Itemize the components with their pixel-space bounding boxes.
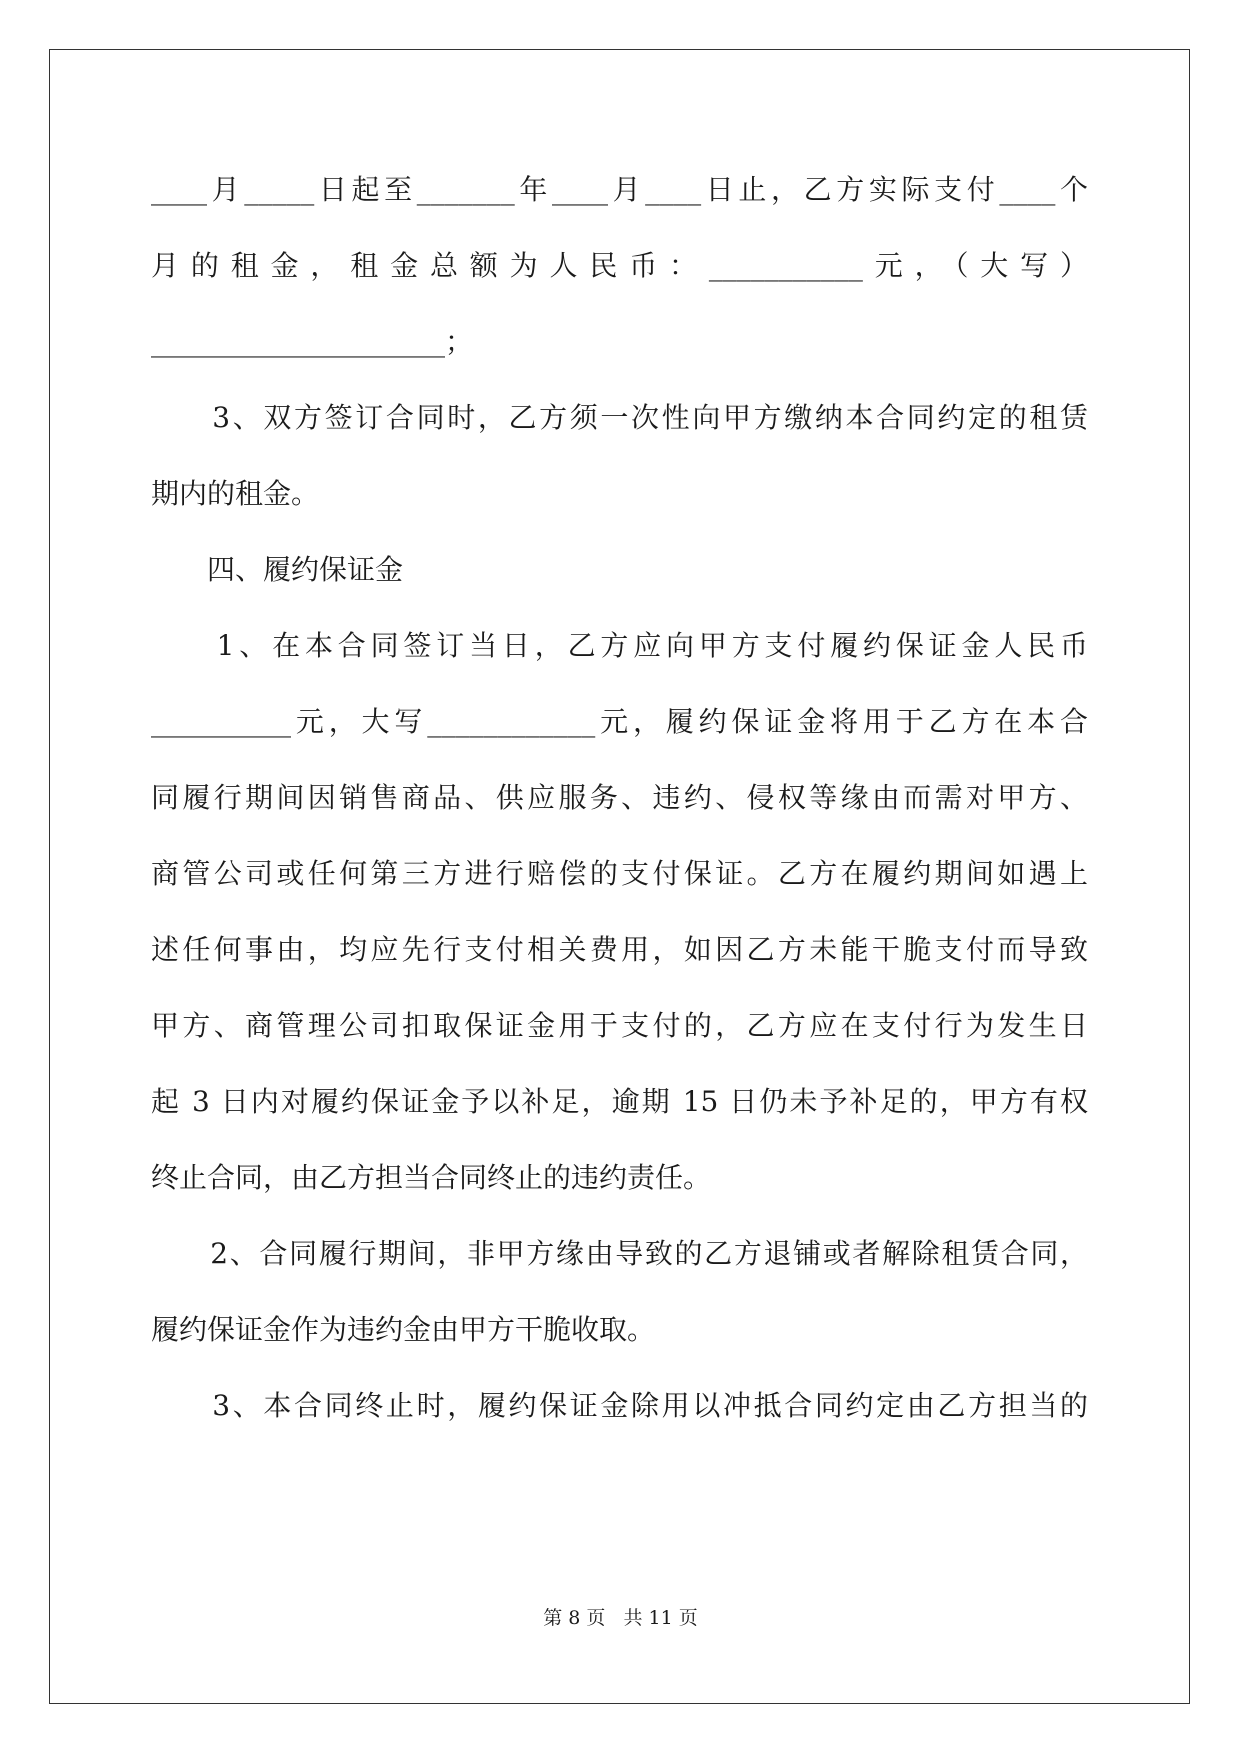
- text-line: 述任何事由，均应先行支付相关费用，如因乙方未能干脆支付而导致: [151, 933, 1088, 966]
- text-line: 月的租金，租金总额为人民币：___________元，（大写）: [151, 249, 1088, 282]
- text-line: __________元，大写____________元，履约保证金将用于乙方在本合: [151, 705, 1088, 738]
- page-footer: [0, 1606, 1241, 1630]
- text-line: ____月_____日起至_______年____月____日止，乙方实际支付____个: [151, 173, 1088, 206]
- text-line: 2、合同履行期间，非甲方缘由导致的乙方退铺或者解除租赁合同，: [151, 1237, 1088, 1270]
- text-line: 终止合同，由乙方担当合同终止的违约责任。: [151, 1161, 712, 1194]
- text-line: 履约保证金作为违约金由甲方干脆收取。: [151, 1313, 656, 1346]
- page-number: 第 8 页: [543, 1607, 606, 1629]
- section-heading: 四、履约保证金: [151, 553, 404, 586]
- text-line: _____________________；: [151, 325, 474, 358]
- text-line: 期内的租金。: [151, 477, 320, 510]
- text-line: 同履行期间因销售商品、供应服务、违约、侵权等缘由而需对甲方、: [151, 781, 1088, 814]
- page-total: 共 11 页: [623, 1607, 698, 1629]
- text-line: 3、本合同终止时，履约保证金除用以冲抵合同约定由乙方担当的: [151, 1389, 1088, 1422]
- text-line: 甲方、商管理公司扣取保证金用于支付的，乙方应在支付行为发生日: [151, 1009, 1088, 1042]
- text-line: 起 3 日内对履约保证金予以补足，逾期 15 日仍未予补足的，甲方有权: [151, 1085, 1088, 1118]
- text-line: 商管公司或任何第三方进行赔偿的支付保证。乙方在履约期间如遇上: [151, 857, 1088, 890]
- text-line: 3、双方签订合同时，乙方须一次性向甲方缴纳本合同约定的租赁: [151, 401, 1088, 434]
- text-line: 1、在本合同签订当日，乙方应向甲方支付履约保证金人民币: [151, 629, 1088, 662]
